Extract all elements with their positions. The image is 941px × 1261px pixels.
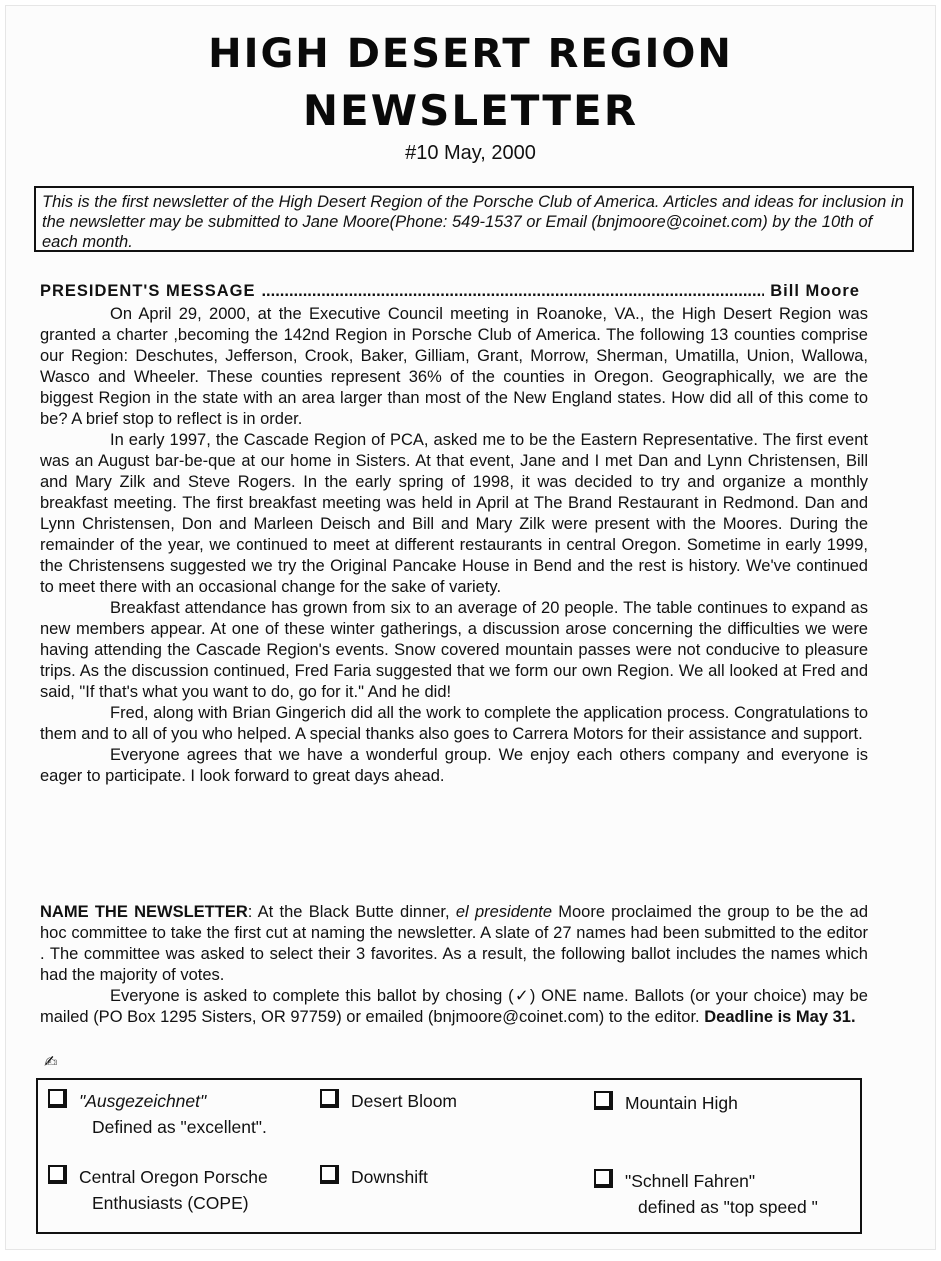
president-paragraph: In early 1997, the Cascade Region of PCA, asked me to be the Eastern Representative. The first event was an August bar-be-que at our home in Sisters. At that event, Jane and I met Dan and Lynn Christensen, Bill and Mary Zilk and Steve Rogers. In the early spring of 1998, it was decided to try and organize a monthly breakfast meeting. The first breakfast meeting was held in April at The Brand Restaurant in Redmond. Dan and Lynn Christensen, Don and Marleen Deisch and Bill and Mary Zilk were present with the Moores. During the remainder of the year, we continued to meet at different restaurants in central Oregon. Sometime in early 1999, the Christensens suggested we try the Original Pancake House in Bend and the rest is history. We've continued to meet there with an occasional change for the sake of variety. [40,431,868,596]
checkbox-icon[interactable] [594,1091,613,1110]
ballot-option-mountain-high[interactable]: Mountain High [594,1090,738,1116]
president-heading: PRESIDENT'S MESSAGE [40,282,256,300]
name-section-heading: NAME THE NEWSLETTER [40,903,248,921]
president-paragraph: Breakfast attendance has grown from six to an average of 20 people. The table continues to expand as new members appear. At one of these winter gatherings, a discussion arose concerning the difficulties we were having attending the Cascade Region's events. Snow covered mountain passes were not conducive to pleasure trips. As the discussion continued, Fred Faria suggested that we form our own Region. We all looked at Fred and said, "If that's what you want to do, go for it." And he did! [40,599,868,701]
checkbox-icon[interactable] [594,1169,613,1188]
checkbox-icon[interactable] [48,1089,67,1108]
leader-dots [261,282,764,301]
writing-hand-icon: ✍ [44,1054,58,1071]
ballot-option-cope[interactable]: Central Oregon Porsche Enthusiasts (COPE) [48,1164,268,1216]
ballot-box [36,1078,862,1234]
deadline: Deadline is May 31 [704,1008,851,1026]
ballot-option-downshift[interactable]: Downshift [320,1164,428,1190]
president-message [40,304,868,787]
newsletter-page [6,6,935,1249]
ballot-option-schnell-fahren[interactable]: "Schnell Fahren" defined as "top speed " [594,1168,818,1220]
masthead-title: HIGH DESERT REGION [208,31,733,77]
president-author: Bill Moore [770,282,860,300]
issue-number: #10 May, 2000 [405,142,536,164]
checkbox-icon[interactable] [320,1089,339,1108]
ballot-option-ausgezeichnet[interactable]: "Ausgezeichnet" Defined as "excellent". [48,1088,267,1140]
ballot-instructions: Everyone is asked to complete this ballot by chosing (✓) ONE name. Ballots (or your choice) may be mailed (PO Box 1295 Sisters, OR 97759) or emailed (bnjmoore@coinet.com) to the editor. Deadline is May 31. [40,987,868,1026]
name-the-newsletter-section [40,902,868,1028]
checkbox-icon[interactable] [320,1165,339,1184]
masthead-subtitle: NEWSLETTER [302,86,639,135]
ballot-option-desert-bloom[interactable]: Desert Bloom [320,1088,457,1114]
president-paragraph: Fred, along with Brian Gingerich did all the work to complete the application process. Congratulations to them and to all of you who helped. A special thanks also goes to Carrera Motors for their assistance and support. [40,704,868,743]
president-paragraph: On April 29, 2000, at the Executive Council meeting in Roanoke, VA., the High Desert Region was granted a charter ,becoming the 142nd Region in Porsche Club of America. The following 13 counties comprise our Region: Deschutes, Jefferson, Crook, Baker, Gilliam, Grant, Morrow, Sherman, Umatilla, Union, Wallowa, Wasco and Wheeler. These counties represent 36% of the counties in Oregon. Geographically, we are the biggest Region in the state with an area larger than most of the New England states. How did all of this come to be? A brief stop to reflect is in order. [40,305,868,428]
checkbox-icon[interactable] [48,1165,67,1184]
name-section-paragraph: NAME THE NEWSLETTER: At the Black Butte dinner, el presidente Moore proclaimed the group to be the ad hoc committee to take the first cut at naming the newsletter. A slate of 27 names had been submitted to the editor . The committee was asked to select their 3 favorites. As a result, the following ballot includes the names which had the majority of votes. [40,903,869,984]
president-heading-row [40,282,860,301]
president-paragraph: Everyone agrees that we have a wonderful group. We enjoy each others company and everyone is eager to participate. I look forward to great days ahead. [40,746,868,785]
intro-box: This is the first newsletter of the High Desert Region of the Porsche Club of America. Articles and ideas for inclusion in the newsletter may be submitted to Jane Moore(Phone: 549-1537 or Email (bnjmoore@coinet.com) by the 10th of each month. [34,186,914,252]
